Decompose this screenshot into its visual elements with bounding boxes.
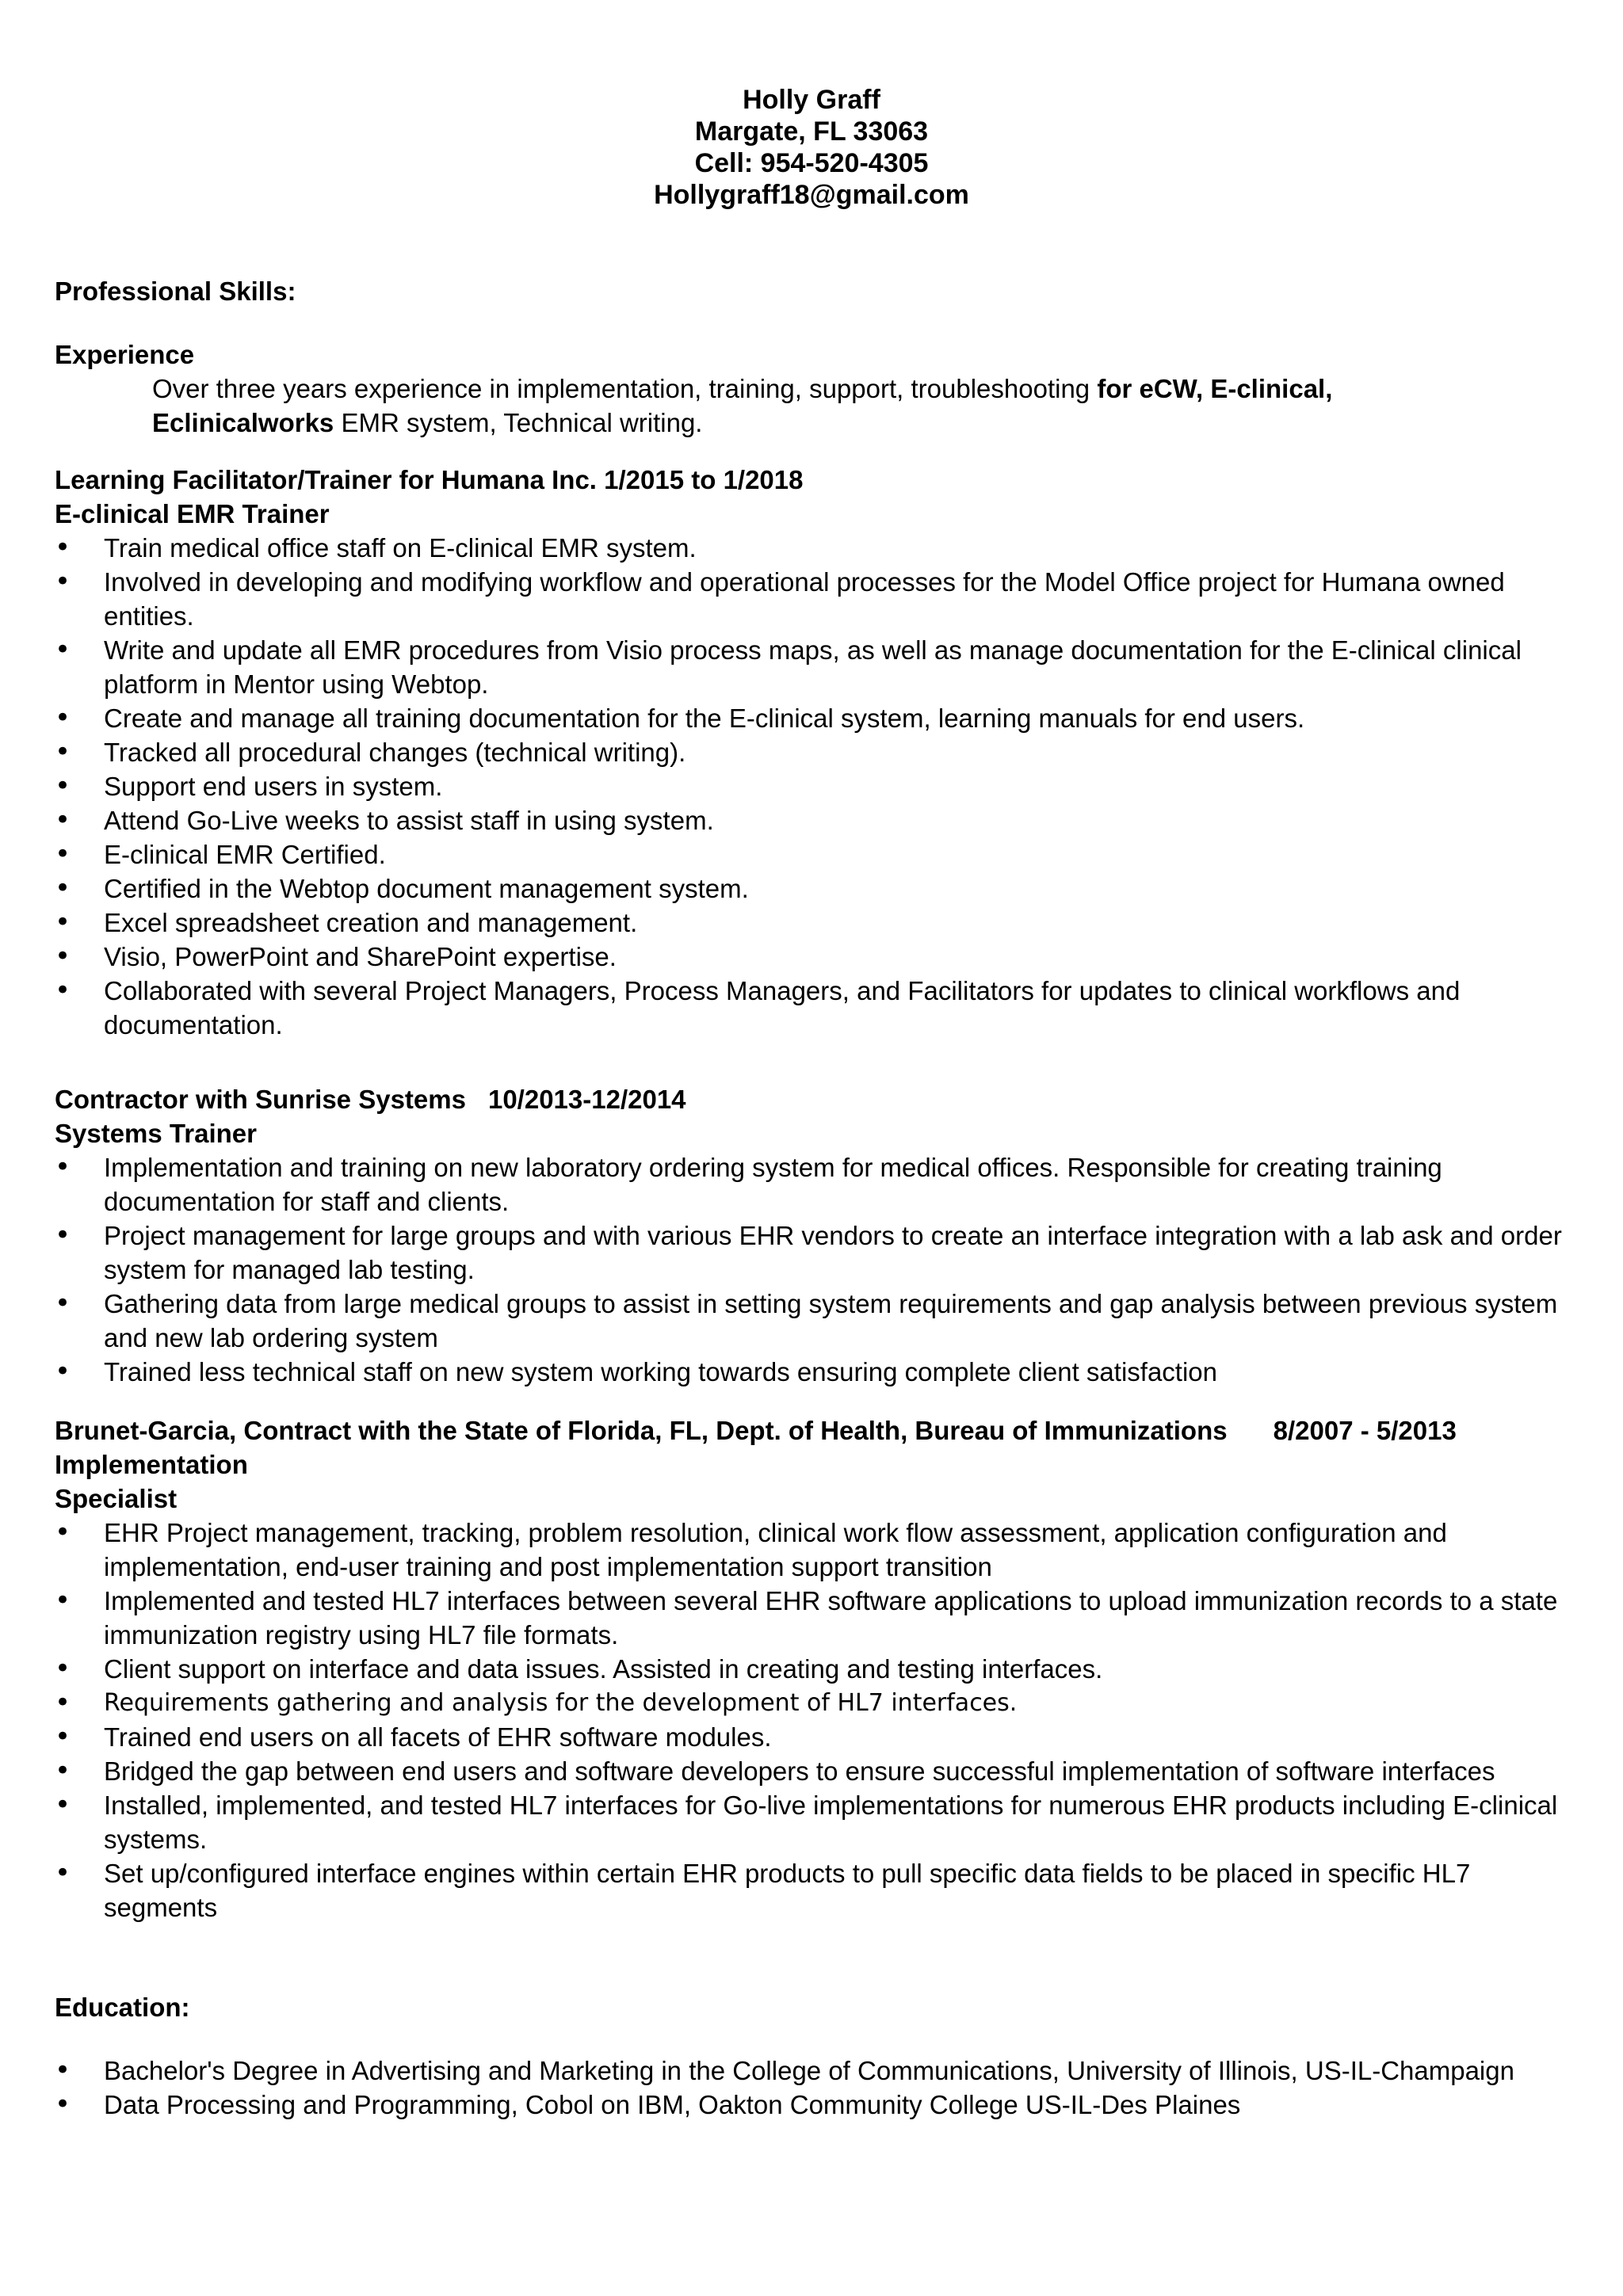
list-item: • Certified in the Webtop document management system. <box>55 871 1584 906</box>
list-item: • E-clinical EMR Certified. <box>55 837 1584 871</box>
list-item: • Trained end users on all facets of EHR software modules. <box>55 1720 1584 1754</box>
experience-section <box>55 338 1584 440</box>
list-item: • Requirements gathering and analysis for the development of HL7 interfaces. <box>55 1686 1584 1720</box>
list-item: • Write and update all EMR procedures from Visio process maps, as well as manage documentation for the E-clinical clinical platform in Mentor using Webtop. <box>55 633 1584 701</box>
job-role: Systems Trainer <box>55 1119 257 1148</box>
job-role-continued: Specialist <box>55 1484 178 1513</box>
list-item: • Create and manage all training documentation for the E-clinical system, learning manuals for end users. <box>55 701 1584 735</box>
job-sunrise <box>55 1082 1584 1389</box>
education-section <box>55 2054 1584 2122</box>
experience-line2-text: EMR system, Technical writing. <box>334 408 703 437</box>
list-item: • Involved in developing and modifying workflow and operational processes for the Model Office project for Humana owned entities. <box>55 565 1584 633</box>
list-item: • Excel spreadsheet creation and management. <box>55 906 1584 940</box>
list-item: • Collaborated with several Project Managers, Process Managers, and Facilitators for updates to clinical workflows and documentation. <box>55 974 1584 1042</box>
job-dates: 10/2013-12/2014 <box>487 1085 686 1114</box>
list-item: • Implemented and tested HL7 interfaces between several EHR software applications to upload immunization records to a state immunization registry using HL7 file formats. <box>55 1584 1584 1652</box>
job-bullets <box>55 1516 1584 1924</box>
list-item: • Visio, PowerPoint and SharePoint expertise. <box>55 940 1584 974</box>
list-item: • Bachelor's Degree in Advertising and Marketing in the College of Communications, University of Illinois, US-IL-Champaign <box>55 2054 1584 2088</box>
job-role: Implementation <box>55 1450 248 1479</box>
job-title: Contractor with Sunrise Systems <box>55 1085 466 1114</box>
education-heading: Education: <box>55 1993 190 2022</box>
list-item: • Train medical office staff on E-clinical EMR system. <box>55 531 1584 565</box>
list-item: • Support end users in system. <box>55 769 1584 803</box>
list-item: • Data Processing and Programming, Cobol on IBM, Oakton Community College US-IL-Des Plaines <box>55 2088 1584 2122</box>
candidate-location: Margate, FL 33063 <box>694 116 929 147</box>
experience-summary <box>55 372 1584 440</box>
list-item: • Installed, implemented, and tested HL7 interfaces for Go-live implementations for numerous EHR products including E-clinical systems. <box>55 1788 1584 1856</box>
candidate-name: Holly Graff <box>743 85 880 115</box>
candidate-email: Hollygraff18@gmail.com <box>654 180 969 210</box>
job-title-line <box>55 1413 1584 1447</box>
experience-line1-bold: for eCW, E-clinical, <box>1097 374 1333 403</box>
list-item: • Attend Go-Live weeks to assist staff in using system. <box>55 803 1584 837</box>
list-item: • Project management for large groups and with various EHR vendors to create an interface integration with a lab ask and order system for managed lab testing. <box>55 1219 1584 1287</box>
job-title: Brunet-Garcia, Contract with the State of Florida, FL, Dept. of Health, Bureau of Immunizations <box>55 1416 1228 1445</box>
job-bullets <box>55 1150 1584 1389</box>
experience-heading: Experience <box>55 340 195 369</box>
list-item: • Tracked all procedural changes (technical writing). <box>55 735 1584 769</box>
candidate-cell: Cell: 954-520-4305 <box>694 148 929 178</box>
list-item: • EHR Project management, tracking, problem resolution, clinical work flow assessment, application configuration and implementation, end-user training and post implementation support transition <box>55 1516 1584 1584</box>
job-title: Learning Facilitator/Trainer for Humana Inc. 1/2015 to 1/2018 <box>55 465 804 494</box>
list-item: • Bridged the gap between end users and software developers to ensure successful implementation of software interfaces <box>55 1754 1584 1788</box>
experience-line2-bold: Eclinicalworks <box>152 408 334 437</box>
job-bullets <box>55 531 1584 1042</box>
list-item: • Gathering data from large medical groups to assist in setting system requirements and gap analysis between previous system and new lab ordering system <box>55 1287 1584 1355</box>
list-item: • Implementation and training on new laboratory ordering system for medical offices. Responsible for creating training documentation for staff and clients. <box>55 1150 1584 1219</box>
job-title-line <box>55 1082 1584 1116</box>
job-humana <box>55 463 1584 1042</box>
job-brunet-garcia <box>55 1413 1584 1924</box>
professional-skills-heading: Professional Skills: <box>55 277 296 306</box>
job-role: E-clinical EMR Trainer <box>55 499 330 528</box>
contact-header <box>0 84 1623 211</box>
list-item: • Client support on interface and data issues. Assisted in creating and testing interfaces. <box>55 1652 1584 1686</box>
job-dates: 8/2007 - 5/2013 <box>1273 1416 1457 1445</box>
education-bullets <box>55 2054 1584 2122</box>
list-item: • Trained less technical staff on new system working towards ensuring complete client satisfaction <box>55 1355 1584 1389</box>
experience-line1-text: Over three years experience in implementation, training, support, troubleshooting <box>152 374 1098 403</box>
list-item: • Set up/configured interface engines within certain EHR products to pull specific data fields to be placed in specific HL7 segments <box>55 1856 1584 1924</box>
